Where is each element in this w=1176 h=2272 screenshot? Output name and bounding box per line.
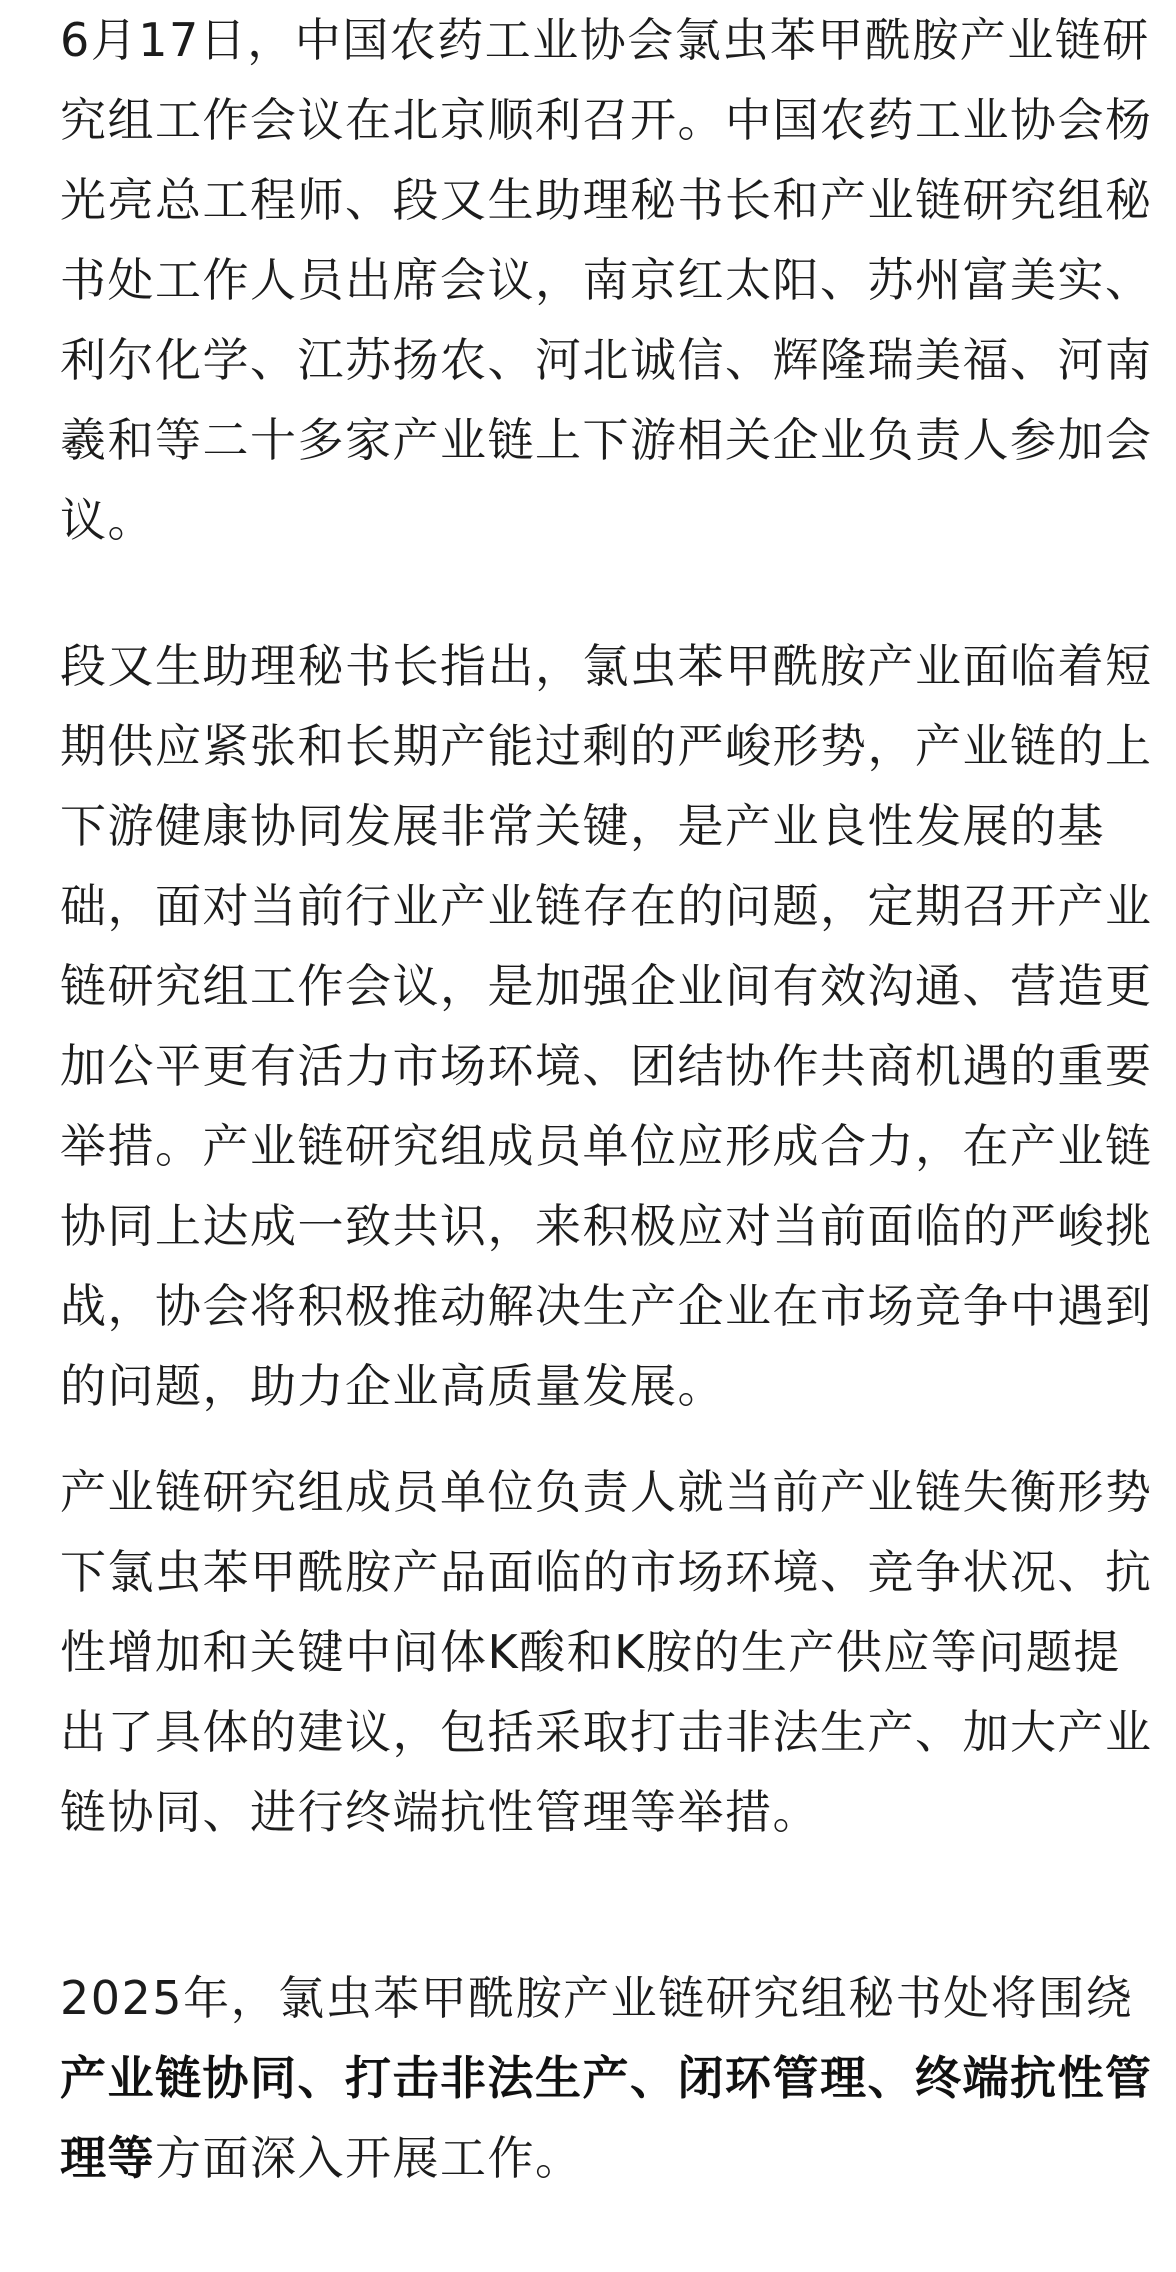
text-line: 出了具体的建议，包括采取打击非法生产、加大产业	[60, 1705, 1153, 1759]
text-line: 2025年，氯虫苯甲酰胺产业链研究组秘书处将围绕	[60, 1971, 1134, 2025]
bold-text-line: 产业链协同、打击非法生产、闭环管理、终端抗性管	[60, 2051, 1153, 2105]
text-line: 羲和等二十多家产业链上下游相关企业负责人参加会	[60, 413, 1153, 467]
text-line: 议。	[60, 493, 155, 547]
text-line: 段又生助理秘书长指出，氯虫苯甲酰胺产业面临着短	[60, 639, 1153, 693]
text-line: 链协同、进行终端抗性管理等举措。	[60, 1785, 820, 1839]
text-line: 础，面对当前行业产业链存在的问题，定期召开产业	[60, 879, 1153, 933]
text-line: 光亮总工程师、段又生助理秘书长和产业链研究组秘	[60, 173, 1153, 227]
text-line: 的问题，助力企业高质量发展。	[60, 1359, 725, 1413]
text-line: 战，协会将积极推动解决生产企业在市场竞争中遇到	[60, 1279, 1153, 1333]
text-line: 加公平更有活力市场环境、团结协作共商机遇的重要	[60, 1039, 1153, 1093]
text: 方面深入开展工作。	[155, 2131, 583, 2185]
text-line: 期供应紧张和长期产能过剩的严峻形势，产业链的上	[60, 719, 1153, 773]
bold-text: 理等	[60, 2131, 155, 2185]
text-line: 书处工作人员出席会议，南京红太阳、苏州富美实、	[60, 253, 1153, 307]
text-line: 产业链研究组成员单位负责人就当前产业链失衡形势	[60, 1465, 1153, 1519]
text-line: 6月17日，中国农药工业协会氯虫苯甲酰胺产业链研	[60, 13, 1150, 67]
paragraph-member-suggestions	[60, 1452, 1153, 1852]
paragraph-2025-plan	[60, 1958, 1153, 2198]
text-line: 下游健康协同发展非常关键，是产业良性发展的基	[60, 799, 1105, 853]
text-line-mixed	[60, 2118, 1116, 2198]
text-line: 链研究组工作会议，是加强企业间有效沟通、营造更	[60, 959, 1153, 1013]
text-line: 举措。产业链研究组成员单位应形成合力，在产业链	[60, 1119, 1153, 1173]
text-line: 下氯虫苯甲酰胺产品面临的市场环境、竞争状况、抗	[60, 1545, 1153, 1599]
text-line: 性增加和关键中间体K酸和K胺的生产供应等问题提	[60, 1625, 1121, 1679]
text-line: 利尔化学、江苏扬农、河北诚信、辉隆瑞美福、河南	[60, 333, 1153, 387]
text-line: 究组工作会议在北京顺利召开。中国农药工业协会杨	[60, 93, 1153, 147]
paragraph-meeting-intro	[60, 0, 1153, 560]
text-line: 协同上达成一致共识，来积极应对当前面临的严峻挑	[60, 1199, 1153, 1253]
paragraph-secretary-remarks	[60, 626, 1153, 1426]
